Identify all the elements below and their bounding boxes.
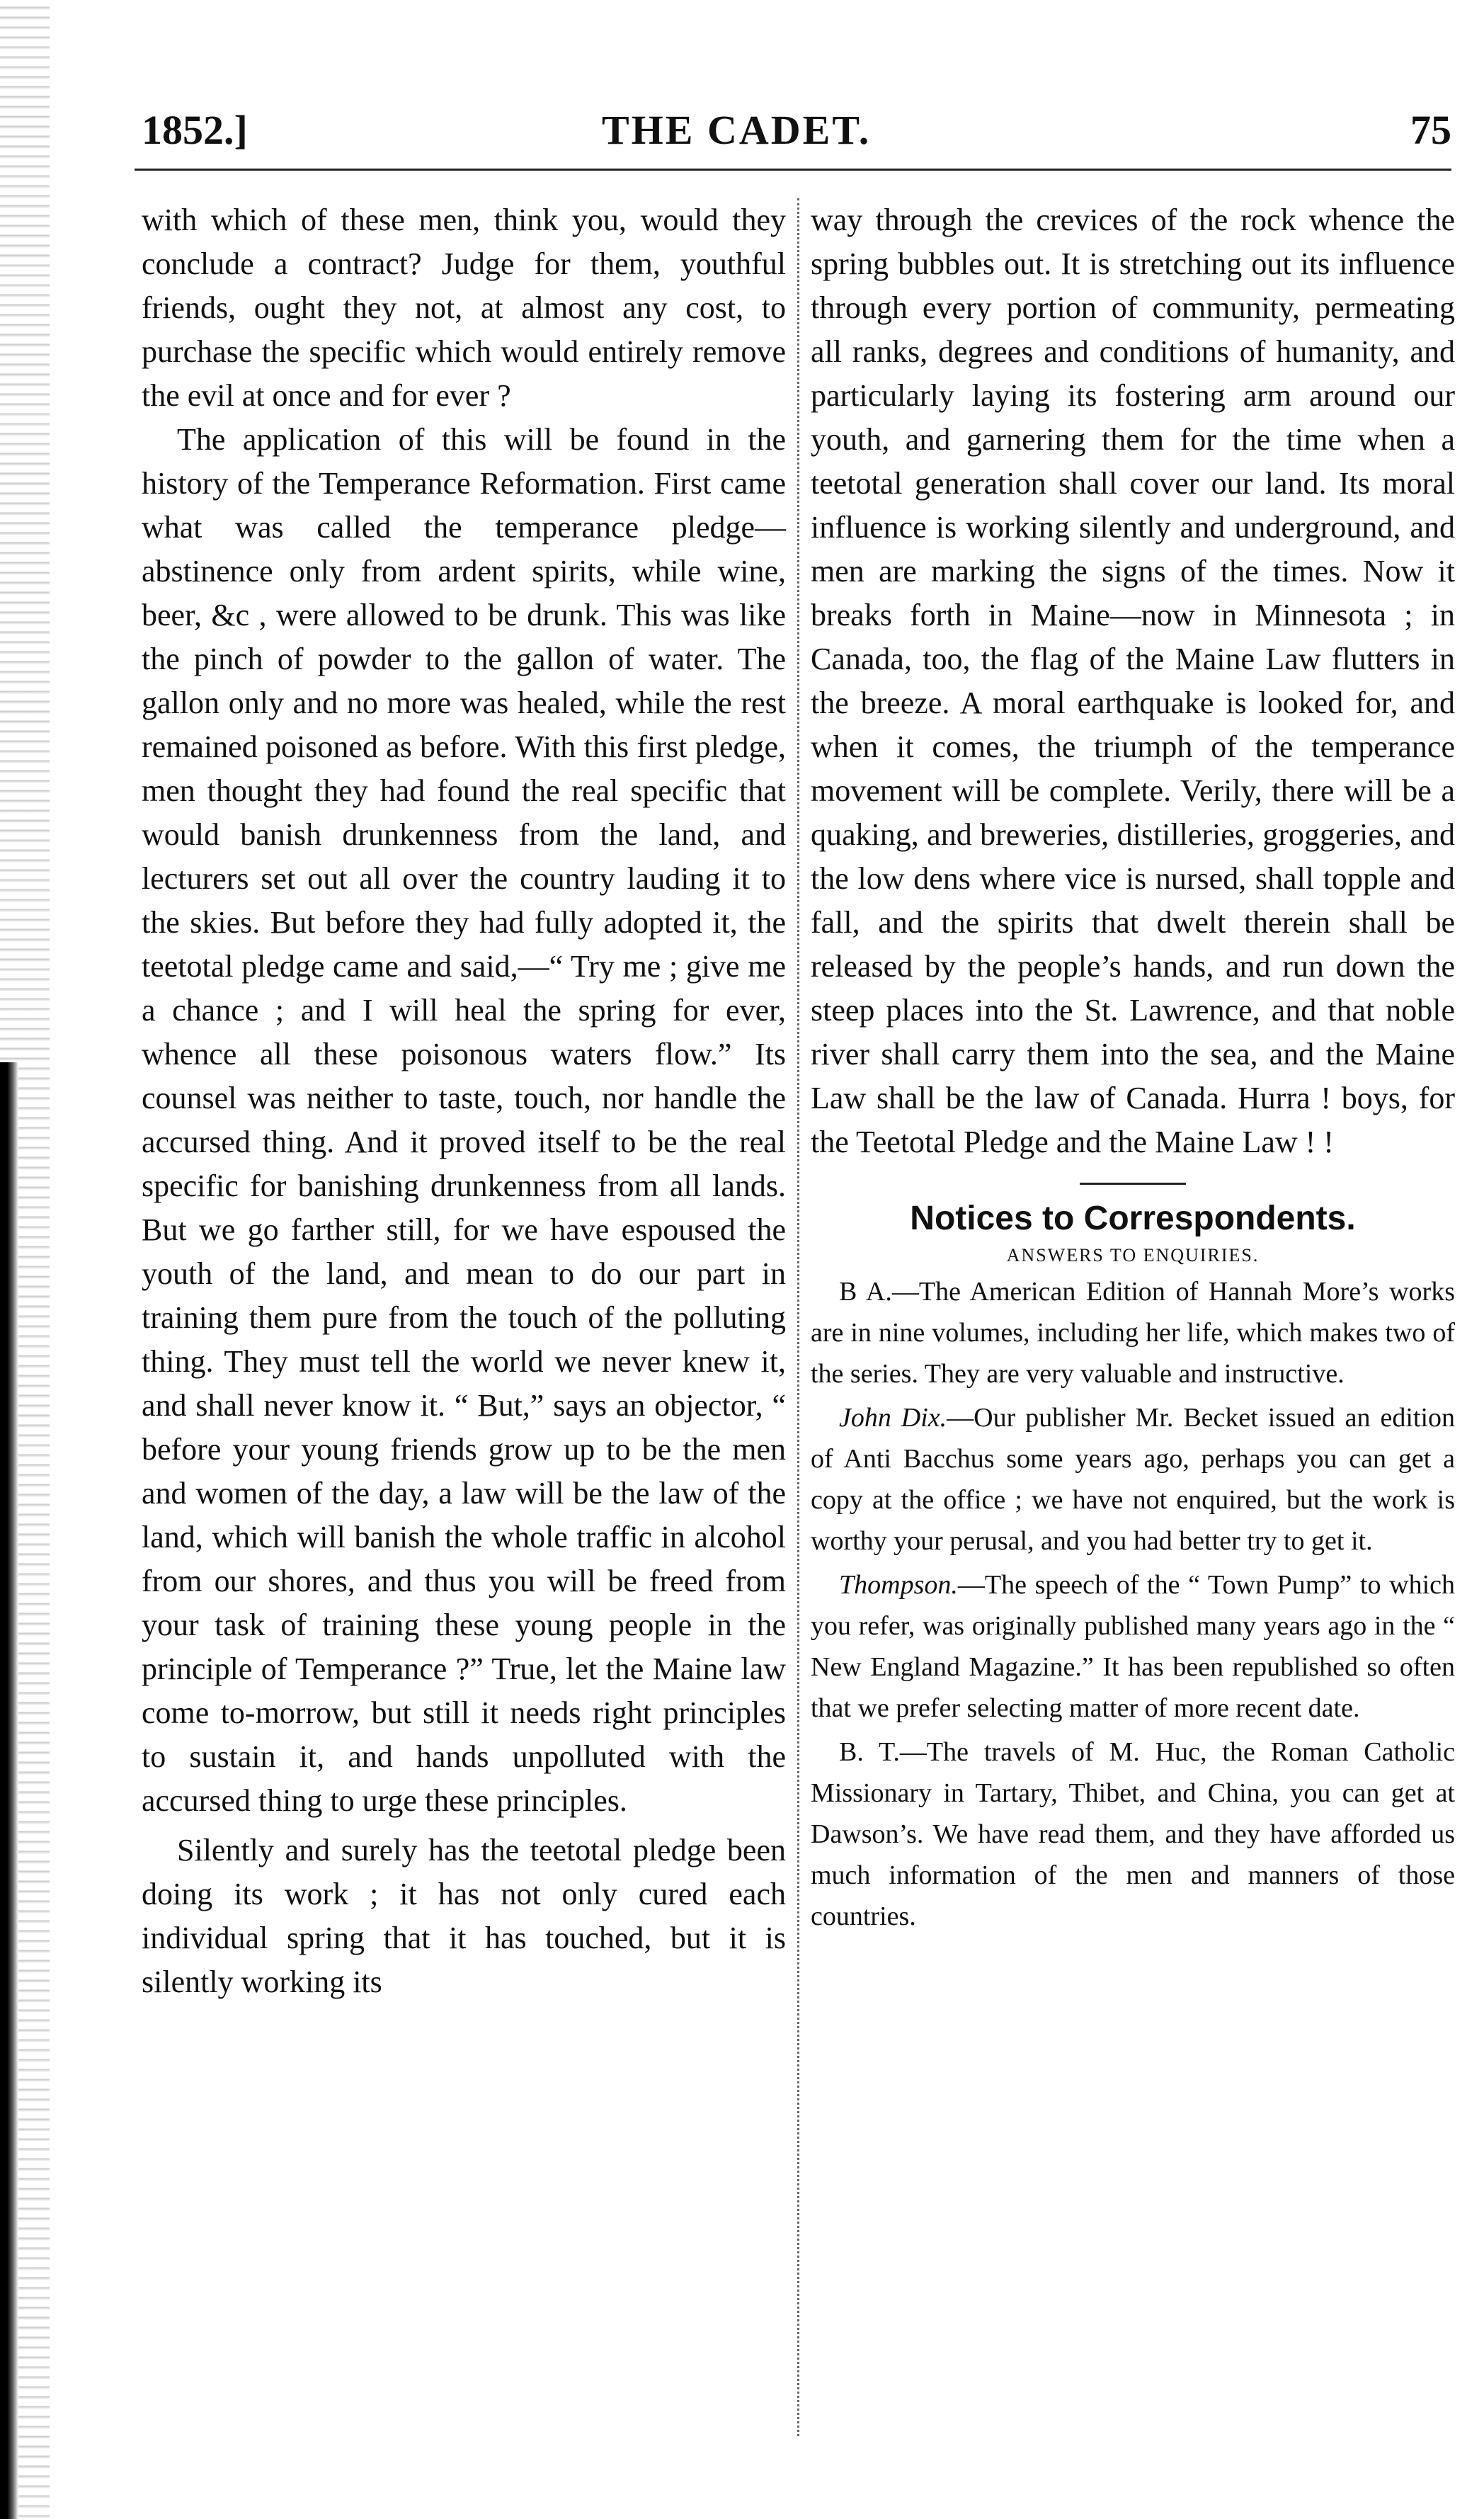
notice-item-text: —The American Edition of Hannah More’s works are in nine volumes, including her life, which makes two of the series. They are very valuable and instructive. <box>811 1277 1455 1389</box>
notices-list <box>811 1271 1455 1937</box>
notice-item <box>811 1732 1455 1937</box>
header-page-number: 75 <box>1410 107 1451 153</box>
header-year: 1852.] <box>142 107 248 153</box>
binding-edge <box>0 1062 18 2519</box>
right-column <box>811 198 1455 1940</box>
notice-item <box>811 1564 1455 1729</box>
notice-item-text: —The speech of the “ Town Pump” to which you refer, was originally published many years ago in the “ New England Magazine.” It has been republished so often that we prefer selecting matter of more recent date. <box>811 1570 1455 1723</box>
left-paragraph-2: The application of this will be found in the history of the Temperance Reformation. First came what was called the temperance pledge—abstinence only from ardent spirits, while wine, beer, &c , were allowed to be drunk. This was like the pinch of powder to the gallon of water. The gallon only and no more was healed, while the rest remained poisoned as before. With this first pledge, men thought they had found the real specific that would banish drunkenness from the land, and lecturers set out all over the country lauding it to the skies. But before they had fully adopted it, the teetotal pledge came and said,—“ Try me ; give me a chance ; and I will heal the spring for ever, whence all these poisonous waters flow.” Its counsel was neither to taste, touch, nor handle the accursed thing. And it proved itself to be the real specific for banishing drunkenness from all lands. But we go farther still, for we have espoused the youth of the land, and mean to do our part in training them pure from the touch of the polluting thing. They must tell the world we never knew it, and shall never know it. “ But,” says an objector, “ before your young friends grow up to be the men and women of the day, a law will be the law of the land, which will banish the whole traffic in alcohol from our shores, and thus you will be freed from your task of training these young people in the principle of Temperance ?” True, let the Maine law come to-morrow, but still it needs right principles to sustain it, and hands unpolluted with the accursed thing to urge these principles. <box>142 422 786 1818</box>
notices-subtitle: ANSWERS TO ENQUIRIES. <box>1006 1245 1260 1266</box>
notices-title: Notices to Correspondents. <box>910 1200 1356 1237</box>
notices-rule <box>1080 1183 1186 1185</box>
left-paragraph-3: Silently and surely has the teetotal pledge been doing its work ; it has not only cured each individual spring that it has touched, but it is silently working its <box>142 1833 786 1999</box>
notice-item-text: —The travels of M. Huc, the Roman Catholic Missionary in Tartary, Thibet, and China, you can get at Dawson’s. We have read them, and they have afforded us much information of the men and manners of those countries. <box>811 1737 1455 1931</box>
notice-item-name: John Dix. <box>839 1403 947 1433</box>
left-column <box>142 198 786 2004</box>
column-divider <box>797 198 799 2436</box>
header-rule <box>135 169 1451 171</box>
notice-item <box>811 1397 1455 1562</box>
notice-item-name: B A. <box>839 1277 892 1307</box>
notice-item-text: —Our publisher Mr. Becket issued an edition of Anti Bacchus some years ago, perhaps you can get a copy at the office ; we have not enquired, but the work is worthy your perusal, and you had better try to get it. <box>811 1403 1456 1556</box>
page-header <box>142 106 1451 156</box>
notice-item <box>811 1271 1455 1394</box>
left-paragraph-1: with which of these men, think you, would they conclude a contract? Judge for them, youthful friends, ought they not, at almost any cost, to purchase the specific which would entirely remove the evil at once and for ever ? <box>142 203 786 413</box>
notice-item-name: Thompson. <box>839 1570 958 1600</box>
right-paragraph: way through the crevices of the rock whence the spring bubbles out. It is stretching out its influence through every portion of community, permeating all ranks, degrees and conditions of humanity, and particularly laying its fostering arm around our youth, and garnering them for the time when a teetotal generation shall cover our land. Its moral influence is working silently and underground, and men are marking the signs of the times. Now it breaks forth in Maine—now in Minnesota ; in Canada, too, the flag of the Maine Law flutters in the breeze. A moral earthquake is looked for, and when it comes, the triumph of the temperance movement will be complete. Verily, there will be a quaking, and breweries, distilleries, groggeries, and the low dens where vice is nursed, shall topple and fall, and the spirits that dwelt therein shall be released by the people’s hands, and run down the steep places into the St. Lawrence, and that noble river shall carry them into the sea, and the Maine Law shall be the law of Canada. Hurra ! boys, for the Teetotal Pledge and the Maine Law ! ! <box>811 203 1455 1159</box>
header-title: THE CADET. <box>602 107 872 153</box>
notice-item-name: B. T. <box>839 1737 900 1767</box>
